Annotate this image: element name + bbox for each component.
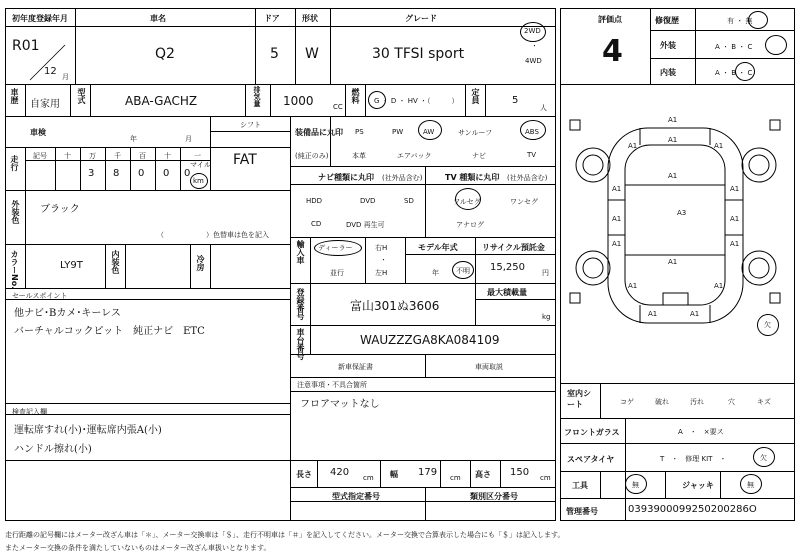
displacement-value: 1000 bbox=[283, 94, 314, 108]
class-code-label: 類別区分番号 bbox=[470, 492, 518, 501]
diagram-mark: A1 bbox=[668, 136, 678, 144]
repair-label: 修復歴 bbox=[655, 16, 679, 25]
reg-label: 登録番号 bbox=[296, 288, 305, 320]
spare-value: T ・ 修理 KIT ・ bbox=[660, 455, 727, 463]
equipment-sub: (純正のみ) bbox=[295, 152, 329, 160]
color-label: 外装色 bbox=[11, 200, 20, 224]
diagram-mark: A1 bbox=[668, 116, 678, 124]
width-label: 幅 bbox=[390, 470, 398, 479]
length-label: 長さ bbox=[296, 470, 312, 479]
drive-4wd: 4WD bbox=[525, 57, 542, 65]
cc-unit: CC bbox=[333, 103, 343, 111]
max-load-label: 最大積載量 bbox=[487, 288, 527, 297]
capacity-value: 5 bbox=[512, 95, 519, 106]
diagram-mark: A1 bbox=[668, 172, 678, 180]
footer-line1: 走行距離の記号欄にはメーター改ざん車は「＊」、メーター交換車は「＄」、走行不明車は「＃」を記入してください。メーター交換で合算表示した場合にも「＄」は記入します。 bbox=[5, 531, 565, 539]
model-year-label: モデル年式 bbox=[418, 243, 458, 252]
mileage-label: 走行 bbox=[10, 155, 19, 171]
tools-label: 工具 bbox=[572, 481, 588, 490]
height-label: 高さ bbox=[475, 470, 491, 479]
first-reg-month: 12 bbox=[44, 66, 57, 77]
mileage-digit: 8 bbox=[113, 168, 120, 179]
capacity-unit: 人 bbox=[540, 104, 547, 112]
equipment-label: 装備品に丸印 bbox=[295, 128, 343, 137]
mileage-sub-label: 記号 bbox=[33, 152, 47, 160]
first-reg-value: R01 bbox=[12, 38, 40, 54]
type-code-label: 型式指定番号 bbox=[332, 492, 380, 501]
jack-value: 無 bbox=[747, 481, 754, 489]
interior-color-label: 内装色 bbox=[111, 250, 120, 274]
recycle-value: 15,250 bbox=[490, 262, 525, 273]
diagram-mark: A1 bbox=[714, 282, 724, 290]
shape-value: W bbox=[305, 46, 319, 62]
color-no-label: カラーNo. bbox=[10, 250, 19, 290]
chassis-number: WAUZZZGA8KA084109 bbox=[360, 333, 500, 347]
diagram-mark: A1 bbox=[648, 310, 658, 318]
shift-value: FAT bbox=[233, 152, 257, 168]
diagram-mark: A1 bbox=[612, 240, 622, 248]
interior-label: 内装 bbox=[660, 68, 676, 77]
diagram-mark: A1 bbox=[668, 258, 678, 266]
diagram-mark: A1 bbox=[730, 215, 740, 223]
tv-label: TV 種類に丸印 bbox=[445, 173, 500, 182]
diagram-mark: A3 bbox=[677, 209, 687, 217]
sales-label: セールスポイント bbox=[12, 292, 68, 300]
model-value: ABA-GACHZ bbox=[125, 94, 198, 108]
mile-label: マイル bbox=[190, 161, 211, 169]
first-reg-label: 初年度登録年月 bbox=[12, 14, 68, 23]
car-diagram bbox=[570, 120, 780, 323]
import-label: 輸入車 bbox=[296, 240, 305, 264]
mileage-digit: 0 bbox=[184, 168, 191, 179]
drive-2wd: 2WD bbox=[524, 27, 541, 35]
grade-label: グレード bbox=[405, 14, 437, 23]
diagram-mark: A1 bbox=[714, 142, 724, 150]
grade-value: 30 TFSI sport bbox=[372, 46, 465, 62]
sales-line1: 他ナビ･Bカメ･キーレス bbox=[14, 308, 121, 319]
km-label: km bbox=[193, 177, 204, 185]
footer-line2: またメーター交換の条件を満たしていないものはメーター改ざん車扱いとなります。 bbox=[5, 544, 271, 552]
notes-label: 注意事項・不具合箇所 bbox=[297, 381, 367, 389]
jack-label: ジャッキ bbox=[682, 481, 714, 490]
shaken-year: 年 bbox=[130, 135, 137, 143]
spare-missing: 欠 bbox=[760, 454, 767, 462]
diagram-mark: A1 bbox=[690, 310, 700, 318]
mileage-digit: 3 bbox=[88, 168, 95, 179]
windshield-label: フロントガラス bbox=[564, 428, 620, 437]
navi-sub: (社外品含む) bbox=[382, 174, 423, 182]
color-no-value: LY9T bbox=[60, 260, 83, 271]
door-label: ドア bbox=[264, 14, 280, 23]
notes-value: フロアマットなし bbox=[300, 399, 380, 410]
color-value: ブラック bbox=[40, 204, 80, 215]
spare-label: スペアタイヤ bbox=[567, 455, 615, 464]
windshield-value: A ・ ×要ス bbox=[678, 428, 724, 436]
mileage-digit: 0 bbox=[138, 168, 145, 179]
exterior-label: 外装 bbox=[660, 41, 676, 50]
diagram-mark: A1 bbox=[612, 185, 622, 193]
repair-options: 有 ・ 無 bbox=[727, 17, 753, 25]
capacity-label: 定員 bbox=[471, 88, 480, 104]
length-value: 420 bbox=[330, 467, 350, 478]
displacement-label: 排気量 bbox=[253, 86, 261, 107]
inspection-line1: 運転席すれ(小)･運転席内張A(小) bbox=[14, 425, 162, 436]
fuel-label: 燃料 bbox=[351, 88, 360, 104]
diagram-mark: A1 bbox=[730, 185, 740, 193]
car-name-label: 車名 bbox=[150, 14, 166, 23]
diagram-mark: A1 bbox=[730, 240, 740, 248]
rating-label: 評価点 bbox=[598, 15, 622, 24]
exterior-options: A ・ B ・ C bbox=[715, 43, 753, 51]
inspection-line2: ハンドル擦れ(小) bbox=[14, 444, 92, 455]
mgmt-value: 0393900099250200286O bbox=[628, 504, 757, 515]
fridge-label: 冷房 bbox=[196, 255, 205, 271]
shaken-month: 月 bbox=[185, 135, 192, 143]
navi-label: ナビ種類に丸印 bbox=[318, 173, 374, 182]
rating-value: 4 bbox=[602, 34, 623, 69]
doors-value: 5 bbox=[270, 46, 279, 62]
shape-label: 形状 bbox=[302, 14, 318, 23]
month-unit: 月 bbox=[62, 73, 69, 81]
tools-value: 無 bbox=[632, 481, 639, 489]
mileage-digit: 0 bbox=[163, 168, 170, 179]
inspection-label: 検査記入欄 bbox=[12, 408, 47, 416]
color-note: （ ）色替車は色を記入 bbox=[157, 231, 269, 239]
interior-options: A ・ B ・ C bbox=[715, 69, 753, 77]
shift-label: シフト bbox=[240, 121, 261, 129]
diagram-mark: A1 bbox=[628, 142, 638, 150]
shaken-label: 車検 bbox=[30, 128, 46, 137]
diagram-mark: A1 bbox=[628, 282, 638, 290]
seat-label: 室内シート bbox=[567, 389, 591, 409]
reg-number: 富山301ぬ3606 bbox=[350, 299, 440, 313]
recycle-label: リサイクル預託金 bbox=[482, 243, 545, 252]
mgmt-label: 管理番号 bbox=[566, 507, 598, 516]
tv-sub: (社外品含む) bbox=[507, 174, 548, 182]
sales-line2: バーチャルコックピット 純正ナビ ETC bbox=[14, 326, 205, 337]
diagram-mark: A1 bbox=[612, 215, 622, 223]
category-label: 車歴 bbox=[10, 88, 19, 104]
diagram-missing: 欠 bbox=[764, 321, 771, 329]
warranty-guarantee: 新車保証書 bbox=[338, 363, 373, 371]
car-name-value: Q2 bbox=[155, 46, 175, 62]
category-value: 自家用 bbox=[30, 99, 60, 110]
warranty-manual: 車両取説 bbox=[475, 363, 503, 371]
width-value: 179 bbox=[418, 467, 438, 478]
height-value: 150 bbox=[510, 467, 530, 478]
model-label: 型式 bbox=[77, 88, 86, 104]
chassis-label: 車台番号 bbox=[296, 328, 305, 360]
fuel-value: G ・ D ・ HV ・（ ） bbox=[374, 97, 459, 105]
